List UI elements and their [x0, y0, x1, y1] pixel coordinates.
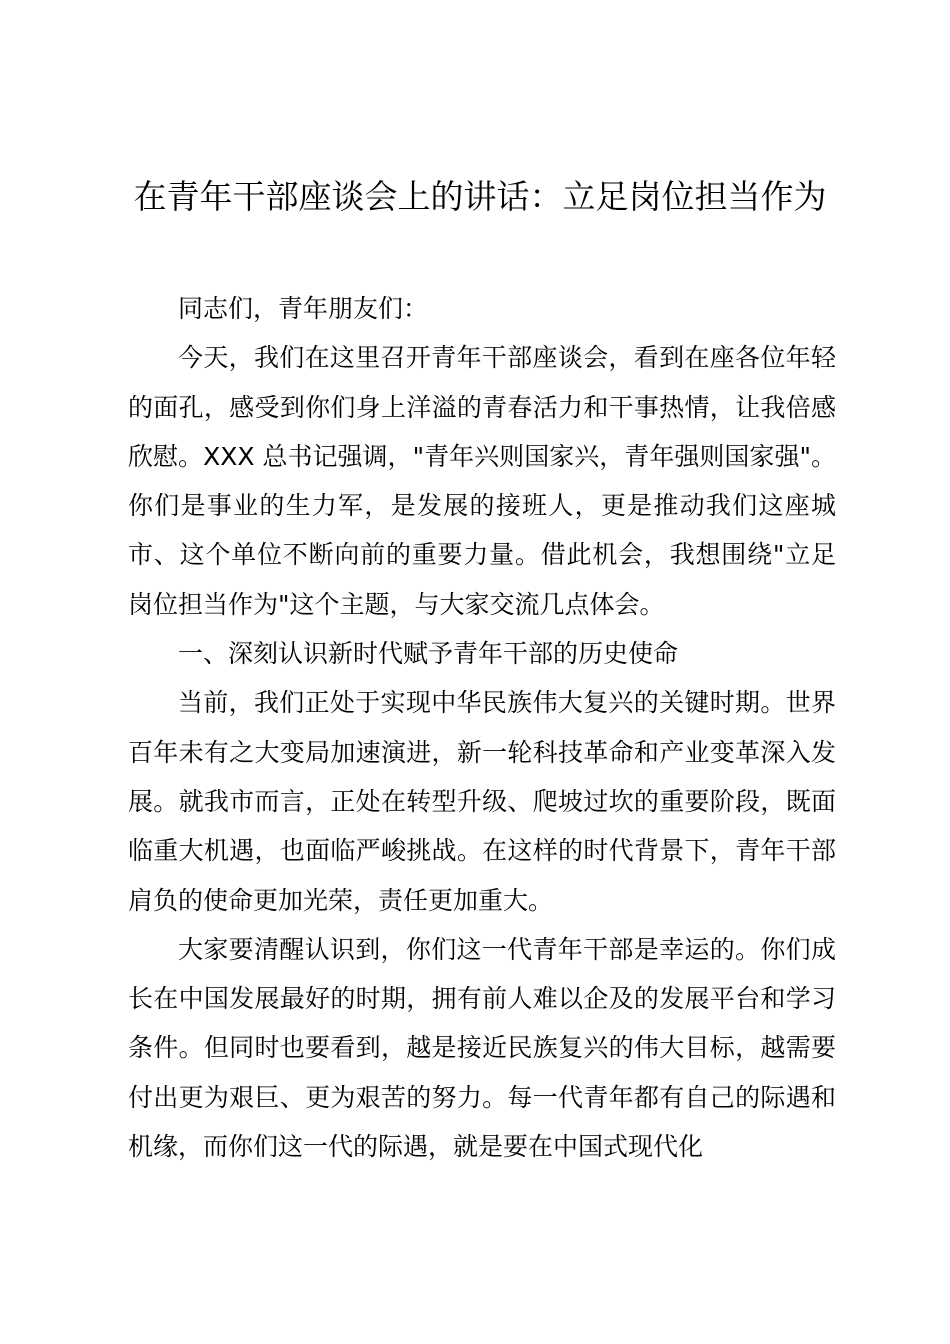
salutation: 同志们，青年朋友们： [178, 294, 429, 323]
paragraph-current-situation: 当前，我们正处于实现中华民族伟大复兴的关键时期。世界百年未有之大变局加速演进，新一轮科技革命和产业变革深入发展。就我市而言，正处在转型升级、爬坡过坎的重要阶段，既面临重大机遇，也面临严峻挑战。在这样的时代背景下，青年干部肩负的使命更加光荣，责任更加重大。 [128, 688, 836, 915]
section-heading-1: 一、深刻认识新时代赋予青年干部的历史使命 [178, 639, 679, 669]
document-body [128, 284, 836, 1171]
document-title: 在青年干部座谈会上的讲话：立足岗位担当作为 [133, 177, 827, 216]
paragraph-opening: 今天，我们在这里召开青年干部座谈会，看到在座各位年轻的面孔，感受到你们身上洋溢的青春活力和干事热情，让我倍感欣慰。XXX 总书记强调，"青年兴则国家兴，青年强则国家强"。你们是事业的生力军，是发展的接班人，更是推动我们这座城市、这个单位不断向前的重要力量。借此机会，我想围绕"立足岗位担当作为"这个主题，与大家交流几点体会。 [128, 343, 836, 619]
paragraph-youth-generation: 大家要清醒认识到，你们这一代青年干部是幸运的。你们成长在中国发展最好的时期，拥有前人难以企及的发展平台和学习条件。但同时也要看到，越是接近民族复兴的伟大目标，越需要付出更为艰巨、更为艰苦的努力。每一代青年都有自己的际遇和机缘，而你们这一代的际遇，就是要在中国式现代化 [128, 934, 836, 1162]
